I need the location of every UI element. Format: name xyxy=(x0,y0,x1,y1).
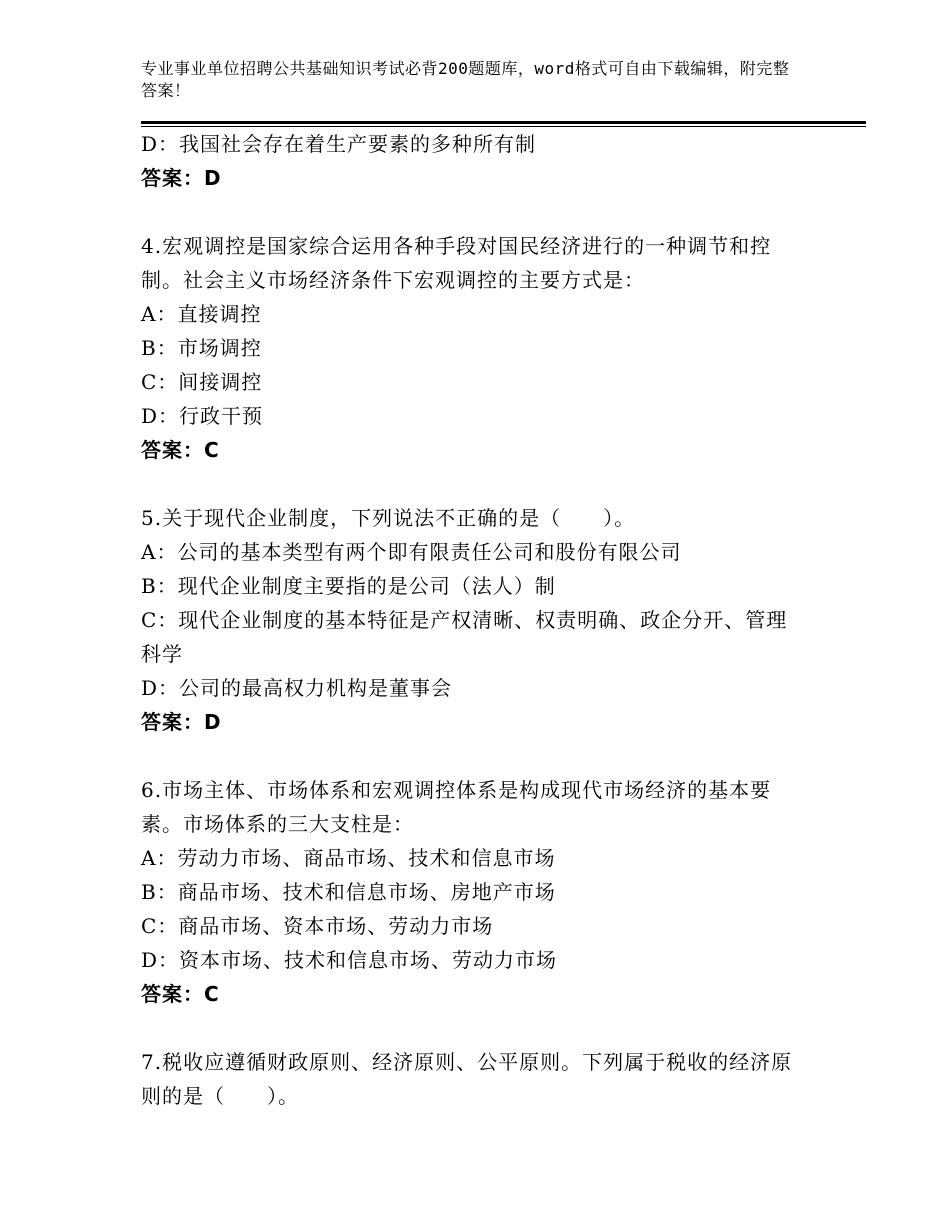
q5-stem: 5.关于现代企业制度，下列说法不正确的是（ ）。 xyxy=(141,506,636,530)
q4-option-b: B：市场调控 xyxy=(141,336,262,360)
spacer xyxy=(141,739,821,773)
header-rule-thick xyxy=(141,121,866,124)
q6-stem: 6.市场主体、市场体系和宏观调控体系是构成现代市场经济的基本要素。市场体系的三大支柱是： xyxy=(141,778,772,836)
q4-option-a: A：直接调控 xyxy=(141,302,262,326)
q4-stem: 4.宏观调控是国家综合运用各种手段对国民经济进行的一种调节和控制。社会主义市场经济条件下宏观调控的主要方式是： xyxy=(141,234,772,292)
q4-answer: 答案：C xyxy=(141,438,220,462)
q4-option-d: D：行政干预 xyxy=(141,404,264,428)
q5-answer: 答案：D xyxy=(141,710,222,734)
q6-option-a: A：劳动力市场、商品市场、技术和信息市场 xyxy=(141,846,556,870)
spacer xyxy=(141,467,821,501)
q3-answer: 答案：D xyxy=(141,166,222,190)
q6-option-d: D：资本市场、技术和信息市场、劳动力市场 xyxy=(141,948,558,972)
spacer xyxy=(141,1011,821,1045)
q5-option-c: C：现代企业制度的基本特征是产权清晰、权责明确、政企分开、管理科学 xyxy=(141,608,788,666)
question-content xyxy=(141,127,821,1113)
q3-option-d: D：我国社会存在着生产要素的多种所有制 xyxy=(141,132,537,156)
q5-option-a: A：公司的基本类型有两个即有限责任公司和股份有限公司 xyxy=(141,540,682,564)
q5-option-b: B：现代企业制度主要指的是公司（法人）制 xyxy=(141,574,556,598)
q7-stem: 7.税收应遵循财政原则、经济原则、公平原则。下列属于税收的经济原则的是（ ）。 xyxy=(141,1050,793,1108)
document-header: 专业事业单位招聘公共基础知识考试必背200题题库，word格式可自由下载编辑，附完整答案！ xyxy=(141,59,790,100)
q6-option-c: C：商品市场、资本市场、劳动力市场 xyxy=(141,914,494,938)
q4-option-c: C：间接调控 xyxy=(141,370,263,394)
q6-option-b: B：商品市场、技术和信息市场、房地产市场 xyxy=(141,880,556,904)
q6-answer: 答案：C xyxy=(141,982,220,1006)
q5-option-d: D：公司的最高权力机构是董事会 xyxy=(141,676,453,700)
spacer xyxy=(141,195,821,229)
